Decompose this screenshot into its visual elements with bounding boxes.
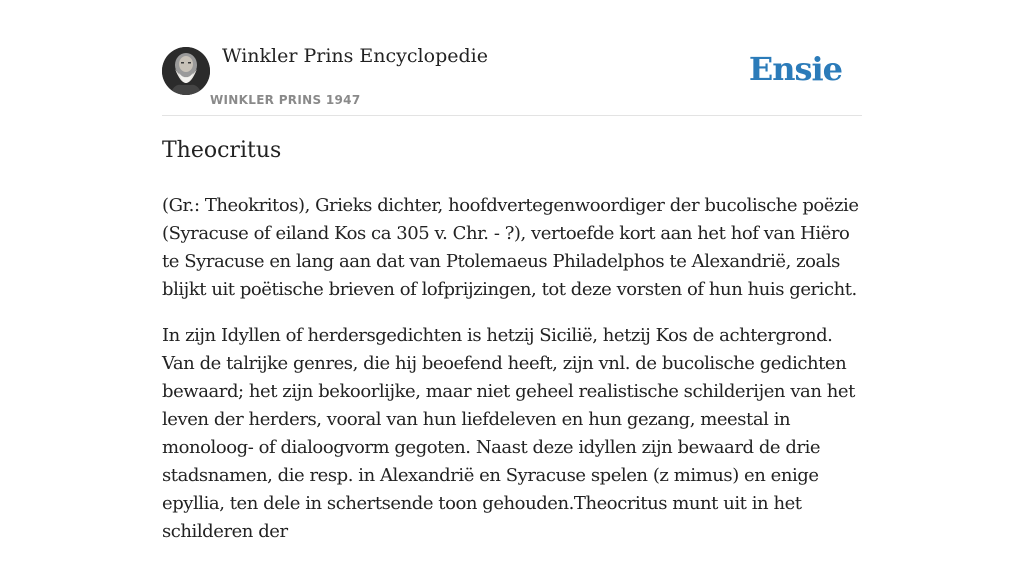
brand-logo[interactable]: Ensie (748, 50, 842, 88)
site-name-link[interactable]: Winkler Prins Encyclopedie (222, 45, 488, 67)
edition-label: WINKLER PRINS 1947 (210, 93, 361, 107)
article-paragraph: (Gr.: Theokritos), Grieks dichter, hoofdvertegenwoordiger der bucolische poëzie (Syracuse of eiland Kos ca 305 v. Chr. - ?), vertoefde kort aan het hof van Hiëro te Syracuse en lang aan dat van Ptolemaeus Philadelphos te Alexandrië, zoals blijkt uit poëtische brieven of lofprijzingen, tot deze vorsten of hun huis gericht. (162, 195, 859, 300)
avatar[interactable] (162, 47, 210, 95)
article-body (162, 192, 862, 564)
page-title: Theocritus (162, 138, 282, 163)
article-paragraph: In zijn Idyllen of herdersgedichten is hetzij Sicilië, hetzij Kos de achtergrond. Van de talrijke genres, die hij beoefend heeft, zijn vnl. de bucolische gedichten bewaard; het zijn bekoorlijke, maar niet geheel realistische schilderijen van het leven der herders, vooral van hun liefdeleven en hun gezang, meestal in monoloog- of dialoogvorm gegoten. Naast deze idyllen zijn bewaard de drie stadsnamen, die resp. in Alexandrië en Syracuse spelen (z mimus) en enige epyllia, ten dele in schertsende toon gehouden.Theocritus munt uit in het schilderen der (162, 325, 855, 542)
page (162, 0, 862, 542)
bearded-man-portrait-icon (162, 47, 210, 95)
header (162, 0, 862, 116)
